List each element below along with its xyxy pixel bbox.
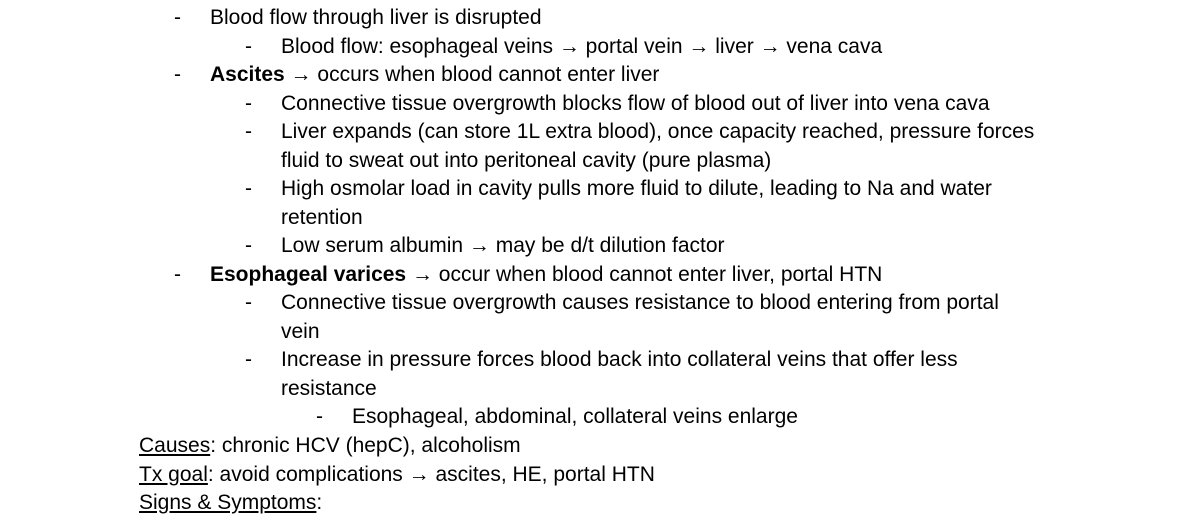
note-line: Increase in pressure forces blood back into collateral veins that offer less (281, 348, 958, 371)
note-line: Blood flow: esophageal veins → portal vein → liver → vena cava (281, 35, 883, 58)
signs-symptoms-label: Signs & Symptoms (139, 491, 317, 514)
tx-goal-text: : avoid complications → ascites, HE, portal HTN (207, 463, 655, 486)
signs-symptoms-text: : (316, 491, 323, 514)
bullet-dash: - (245, 348, 252, 371)
bullet-dash: - (245, 92, 252, 115)
note-line-varices (210, 261, 882, 289)
note-line: resistance (281, 377, 377, 400)
bullet-dash: - (245, 120, 252, 143)
bullet-dash: - (245, 234, 252, 257)
ascites-heading: Ascites (210, 63, 285, 86)
causes-label: Causes (139, 434, 211, 457)
bullet-dash: - (174, 63, 181, 86)
bullet-dash: - (174, 263, 181, 286)
note-line: Connective tissue overgrowth causes resistance to blood entering from portal (281, 291, 999, 314)
note-line: Liver expands (can store 1L extra blood), once capacity reached, pressure forces (281, 120, 1035, 143)
bullet-dash: - (245, 35, 252, 58)
tx-goal-line (139, 461, 655, 489)
causes-text: : chronic HCV (hepC), alcoholism (210, 434, 521, 457)
note-line: Esophageal, abdominal, collateral veins enlarge (352, 405, 798, 428)
signs-symptoms-line (139, 489, 322, 517)
note-line-ascites (210, 61, 659, 89)
note-line: fluid to sweat out into peritoneal cavity (pure plasma) (281, 149, 772, 172)
note-line: vein (281, 320, 320, 343)
ascites-desc: → occurs when blood cannot enter liver (284, 63, 660, 86)
bullet-dash: - (316, 405, 323, 428)
note-line: High osmolar load in cavity pulls more fluid to dilute, leading to Na and water (281, 177, 992, 200)
causes-line (139, 432, 521, 460)
varices-heading: Esophageal varices (210, 263, 407, 286)
note-line: Connective tissue overgrowth blocks flow of blood out of liver into vena cava (281, 92, 990, 115)
note-line: Blood flow through liver is disrupted (210, 6, 542, 29)
note-line: Low serum albumin → may be d/t dilution factor (281, 234, 725, 257)
bullet-dash: - (174, 6, 181, 29)
varices-desc: → occur when blood cannot enter liver, portal HTN (406, 263, 883, 286)
tx-goal-label: Tx goal (139, 463, 208, 486)
bullet-dash: - (245, 177, 252, 200)
note-line: retention (281, 206, 363, 229)
bullet-dash: - (245, 291, 252, 314)
